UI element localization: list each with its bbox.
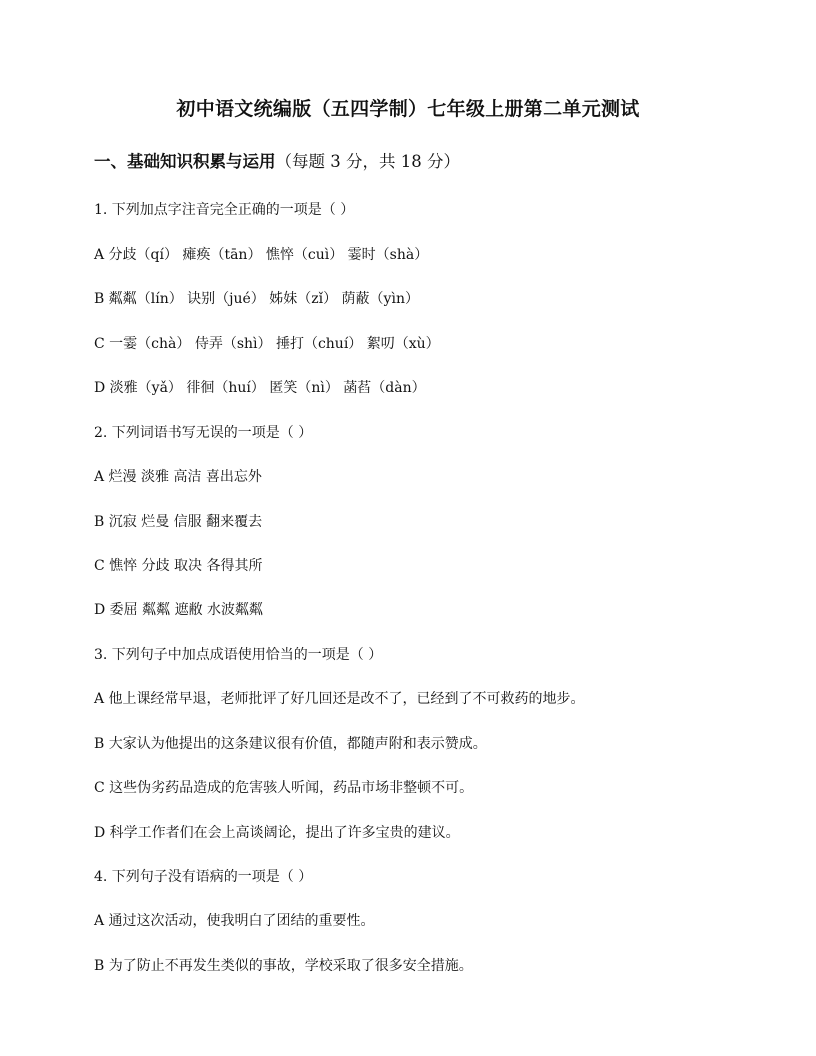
section-heading [94,148,460,172]
question-2-option-d: D 委屈 粼粼 遮敝 水波粼粼 [94,602,264,618]
question-4-stem: 4. 下列句子没有语病的一项是（ ） [94,869,313,885]
section-score-note: （每题 3 分，共 18 分） [275,152,460,171]
question-1-stem: 1. 下列加点字注音完全正确的一项是（ ） [94,202,355,218]
question-1-option-c: C 一霎（chà） 侍弄（shì） 捶打（chuí） 絮叨（xù） [94,336,440,352]
question-4-option-b: B 为了防止不再发生类似的事故，学校采取了很多安全措施。 [94,958,473,974]
question-1-option-d: D 淡雅（yǎ） 徘徊（huí） 匿笑（nì） 菡萏（dàn） [94,380,426,396]
question-2-option-a: A 烂漫 淡雅 高洁 喜出忘外 [94,469,262,485]
question-2-option-c: C 憔悴 分歧 取决 各得其所 [94,558,263,574]
question-3-option-c: C 这些伪劣药品造成的危害骇人听闻，药品市场非整顿不可。 [94,780,474,796]
question-1-option-b: B 粼粼（lín） 诀别（jué） 姊妹（zǐ） 荫蔽（yìn） [94,291,419,307]
question-3-option-d: D 科学工作者们在会上高谈阔论，提出了许多宝贵的建议。 [94,825,460,841]
question-3-option-b: B 大家认为他提出的这条建议很有价值，都随声附和表示赞成。 [94,736,487,752]
question-2-stem: 2. 下列词语书写无误的一项是（ ） [94,425,313,441]
question-1-option-a: A 分歧（qí） 瘫痪（tān） 憔悴（cuì） 霎时（shà） [94,247,429,263]
page-title: 初中语文统编版（五四学制）七年级上册第二单元测试 [176,98,640,120]
question-3-option-a: A 他上课经常早退，老师批评了好几回还是改不了，已经到了不可救药的地步。 [94,691,585,707]
question-3-stem: 3. 下列句子中加点成语使用恰当的一项是（ ） [94,647,383,663]
section-heading-text: 一、基础知识积累与运用 [94,152,276,171]
question-4-option-a: A 通过这次活动，使我明白了团结的重要性。 [94,913,375,929]
question-2-option-b: B 沉寂 烂曼 信服 翻来覆去 [94,514,263,530]
